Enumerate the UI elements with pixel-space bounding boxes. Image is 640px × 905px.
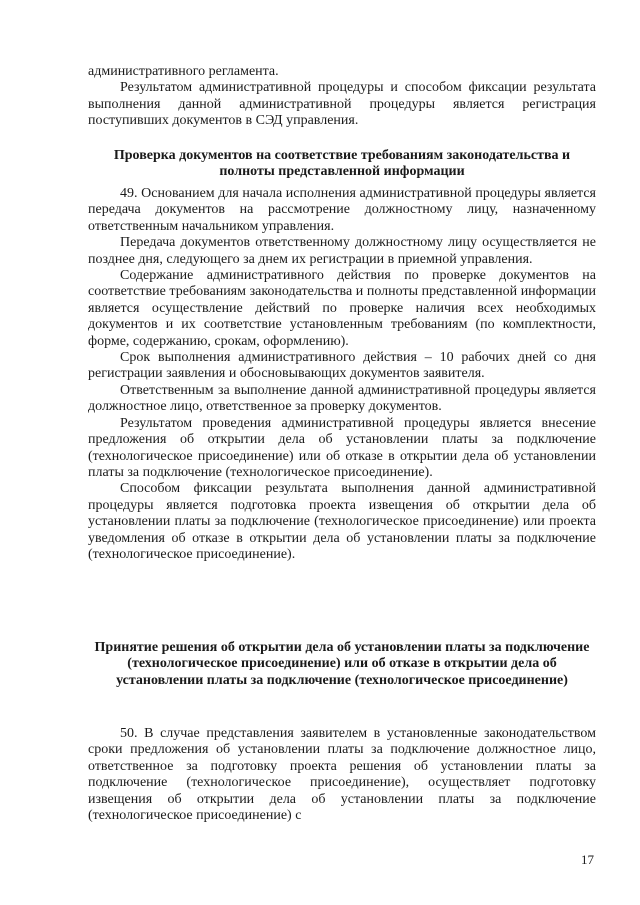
page-number: 17	[581, 852, 594, 867]
paragraph: 50. В случае представления заявителем в установленные законодательством сроки предложения об установлении платы за подключение должностное лицо, ответственное за подготовку проекта решения об установлении платы за подключение (технологическое присоединение), осуществляет подготовку извещения об открытии дела об установлении платы за подключение (технологическое присоединение) с	[88, 726, 596, 824]
paragraph: Передача документов ответственному должностному лицу осуществляется не позднее дня, следующего за днем их регистрации в приемной управления.	[88, 235, 596, 267]
section-heading-2	[88, 640, 596, 689]
paragraph: 49. Основанием для начала исполнения административной процедуры является передача документов на рассмотрение должностному лицу, назначенному ответственным начальником управления.	[88, 186, 596, 234]
paragraph: Способом фиксации результата выполнения данной административной процедуры является подготовка проекта извещения об открытии дела об установлении платы за подключение (технологическое присоединение) или проекта уведомления об отказе в открытии дела об установлении платы за подключение (технологическое присоединение).	[88, 481, 596, 562]
section-2-body	[88, 726, 596, 824]
paragraph: административного регламента.	[88, 64, 279, 79]
intro-block	[88, 64, 596, 130]
paragraph: Срок выполнения административного действия – 10 рабочих дней со дня регистрации заявления и обосновывающих документов заявителя.	[88, 350, 596, 382]
heading-text: Проверка документов на соответствие требованиям законодательства и полноты представленной информации	[113, 148, 571, 180]
paragraph: Результатом проведения административной процедуры является внесение предложения об открытии дела об установлении платы за подключение (технологическое присоединение) или об отказе в открытии дела об установлении платы за подключение (технологическое присоединение).	[88, 415, 596, 480]
paragraph: Содержание административного действия по проверке документов на соответствие требованиям законодательства и полноты представленной информации является осуществление действий по проверке наличия всех необходимых документов и их соответствие установленным требованиям (по комплектности, форме, содержанию, срокам, оформлению).	[88, 268, 596, 349]
section-heading-1	[88, 148, 596, 181]
heading-text: Принятие решения об открытии дела об установлении платы за подключение (технологическое присоединение) или об отказе в открытии дела об установлении платы за подключение (технологическое присоединение)	[94, 640, 590, 688]
paragraph: Результатом административной процедуры и способом фиксации результата выполнения данной административной процедуры является регистрация поступивших документов в СЭД управления.	[88, 80, 596, 129]
paragraph: Ответственным за выполнение данной административной процедуры является должностное лицо, ответственное за проверку документов.	[88, 382, 596, 415]
section-1-body	[88, 186, 596, 563]
